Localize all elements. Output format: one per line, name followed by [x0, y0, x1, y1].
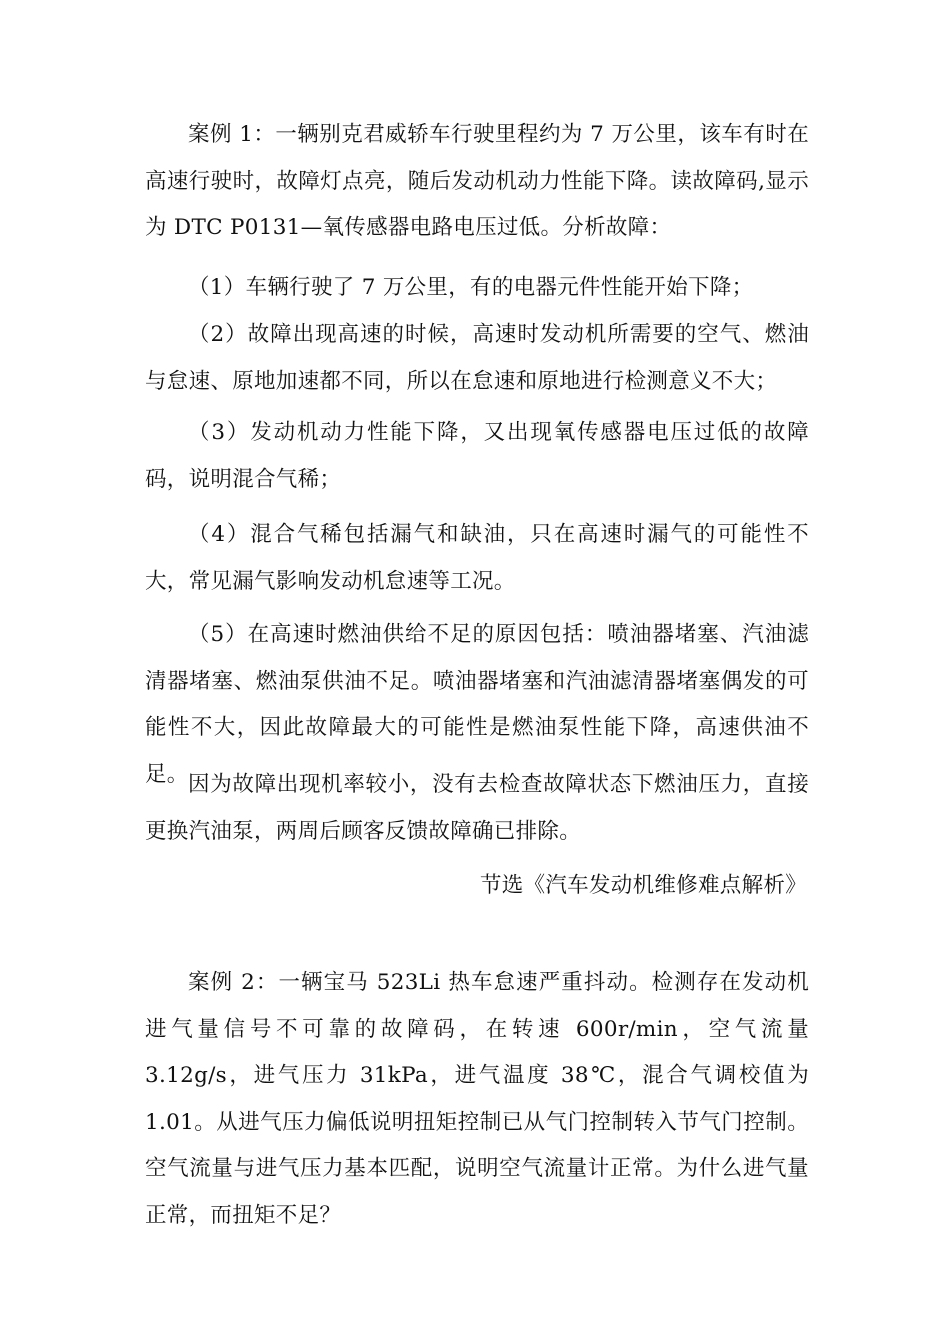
case1-point-4: （4）混合气稀包括漏气和缺油，只在高速时漏气的可能性不大，常见漏气影响发动机怠速等工况。 — [145, 522, 809, 594]
case1-point-3: （3）发动机动力性能下降，又出现氧传感器电压过低的故障码，说明混合气稀； — [145, 420, 809, 492]
case1-point-1: （1）车辆行驶了 7 万公里，有的电器元件性能开始下降； — [188, 275, 754, 300]
case1-intro: 案例 1：一辆别克君威轿车行驶里程约为 7 万公里，该车有时在高速行驶时，故障灯点亮，随后发动机动力性能下降。读故障码,显示为 DTC P0131—氧传感器电路电压过低。分析故障： — [145, 122, 809, 240]
case2-text: 案例 2：一辆宝马 523Li 热车怠速严重抖动。检测存在发动机进气量信号不可靠的故障码，在转速 600r/min，空气流量 3.12g/s，进气压力 31kPa，进气温度 38℃，混合气调校值为 1.01。从进气压力偏低说明扭矩控制已从气门控制转入节气门控制。空气流量与进气压力基本匹配，说明空气流量计正常。为什么进气量正常，而扭矩不足？ — [145, 970, 809, 1228]
case1-conclusion: 因为故障出现机率较小，没有去检查故障状态下燃油压力，直接更换汽油泵，两周后顾客反馈故障确已排除。 — [145, 772, 809, 844]
case1-point-5: （5）在高速时燃油供给不足的原因包括：喷油器堵塞、汽油滤清器堵塞、燃油泵供油不足。喷油器堵塞和汽油滤清器堵塞偶发的可能性不大，因此故障最大的可能性是燃油泵性能下降，高速供油不足。 — [145, 622, 809, 787]
case1-point-2: （2）故障出现高速的时候，高速时发动机所需要的空气、燃油与怠速、原地加速都不同，所以在怠速和原地进行检测意义不大； — [145, 322, 809, 394]
source-citation: 节选《汽车发动机维修难点解析》 — [479, 873, 807, 898]
